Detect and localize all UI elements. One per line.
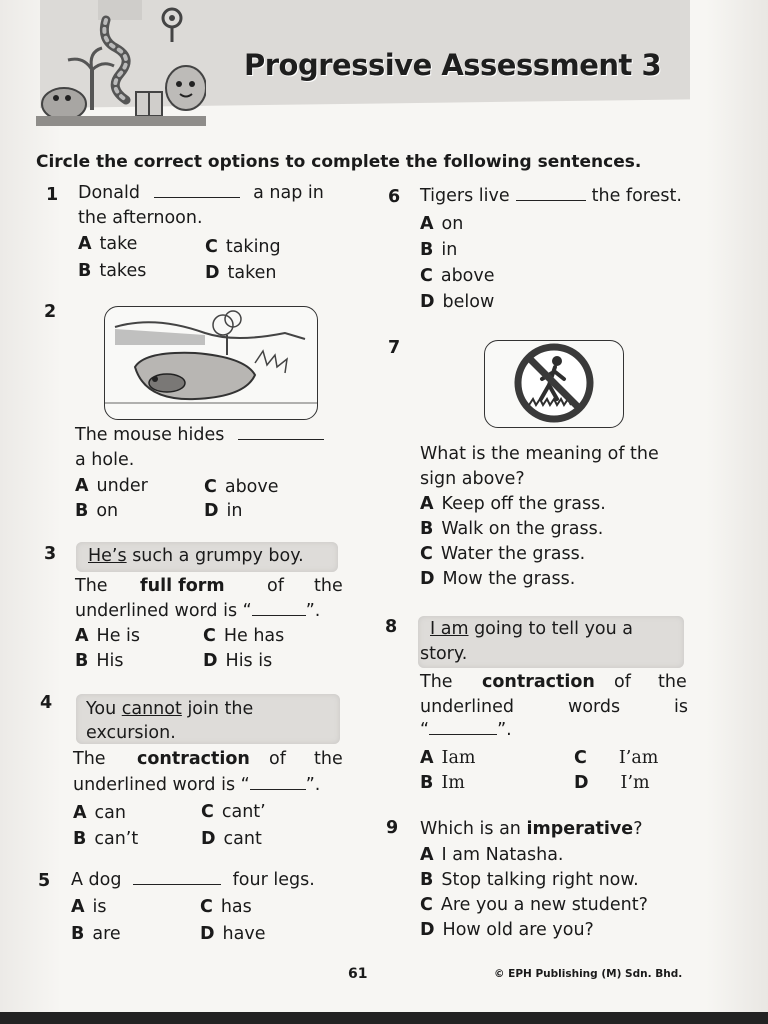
answer-blank <box>133 883 221 885</box>
boxed-sentence: I am going to tell you a <box>430 619 634 639</box>
question-number: 1 <box>46 185 59 205</box>
question-stem-bold: full form <box>140 576 225 596</box>
option[interactable]: D Mow the grass. <box>420 569 576 589</box>
boxed-sentence: story. <box>420 644 468 664</box>
copyright: © EPH Publishing (M) Sdn. Bhd. <box>494 968 683 980</box>
question-number: 6 <box>388 187 401 207</box>
option[interactable]: A Iam <box>420 748 476 768</box>
answer-blank <box>252 614 306 616</box>
question-number: 3 <box>44 544 57 564</box>
boxed-sentence: You cannot join the <box>86 699 254 719</box>
question-number: 9 <box>386 818 399 838</box>
option[interactable]: B in <box>420 240 458 260</box>
question-number: 5 <box>38 871 51 891</box>
option[interactable]: B are <box>71 924 121 944</box>
option[interactable]: A under <box>75 476 148 496</box>
question-stem: underlined word is “ ”. <box>75 601 321 621</box>
question-stem: the afternoon. <box>78 208 203 228</box>
option[interactable]: D cant <box>201 829 262 849</box>
question-stem: Which is an imperative? <box>420 819 643 839</box>
option[interactable]: B Im <box>420 773 465 793</box>
question-stem: a hole. <box>75 450 135 470</box>
question-stem: the <box>314 576 343 596</box>
option[interactable]: A can <box>73 803 126 823</box>
scanner-edge <box>0 1012 768 1024</box>
option[interactable]: C I’am <box>574 748 659 768</box>
question-stem: the <box>314 749 343 769</box>
option[interactable]: A I am Natasha. <box>420 845 564 865</box>
question-stem: underlined <box>420 697 514 717</box>
option[interactable]: D in <box>204 501 243 521</box>
option[interactable]: B takes <box>78 261 147 281</box>
question-number: 2 <box>44 302 57 322</box>
question-stem: A dog four legs. <box>71 870 315 890</box>
option[interactable]: D His is <box>203 651 273 671</box>
option[interactable]: B Stop talking right now. <box>420 870 639 890</box>
question-stem: The <box>75 576 108 596</box>
option[interactable]: A He is <box>75 626 141 646</box>
option[interactable]: D How old are you? <box>420 920 594 940</box>
question-stem: words <box>568 697 621 717</box>
option[interactable]: C Water the grass. <box>420 544 586 564</box>
option[interactable]: D below <box>420 292 495 312</box>
option[interactable]: A on <box>420 214 464 234</box>
animal-illustration <box>36 0 206 130</box>
question-stem: What is the meaning of the <box>420 444 659 464</box>
question-number: 7 <box>388 338 401 358</box>
question-stem-bold: contraction <box>482 672 595 692</box>
option[interactable]: C has <box>200 897 252 917</box>
question-stem: The mouse hides <box>75 425 324 445</box>
instruction: Circle the correct options to complete the following sentences. <box>36 152 642 172</box>
question-stem: of <box>269 749 286 769</box>
option[interactable]: A take <box>78 234 138 254</box>
no-walking-sign <box>484 340 624 428</box>
page-number: 61 <box>348 966 368 982</box>
answer-blank <box>516 199 586 201</box>
option[interactable]: C above <box>204 477 279 497</box>
question-stem: sign above? <box>420 469 525 489</box>
question-number: 4 <box>40 693 53 713</box>
option[interactable]: C Are you a new student? <box>420 895 648 915</box>
option[interactable]: C He has <box>203 626 285 646</box>
answer-blank <box>250 788 306 790</box>
option[interactable]: B can’t <box>73 829 139 849</box>
option[interactable]: B on <box>75 501 119 521</box>
question-stem: the <box>658 672 687 692</box>
question-stem: is <box>674 697 688 717</box>
question-stem: of <box>614 672 631 692</box>
question-stem: The <box>73 749 106 769</box>
option[interactable]: D have <box>200 924 266 944</box>
question-stem: Tigers live the forest. <box>420 186 682 206</box>
boxed-sentence: He’s such a grumpy boy. <box>88 546 304 566</box>
answer-blank <box>238 438 324 440</box>
answer-blank <box>429 733 497 735</box>
page-title: Progressive Assessment 3 <box>244 48 662 82</box>
question-stem: The <box>420 672 453 692</box>
option[interactable]: D I’m <box>574 773 650 793</box>
question-stem: “ ”. <box>420 720 512 740</box>
option[interactable]: A Keep off the grass. <box>420 494 606 514</box>
option[interactable]: B Walk on the grass. <box>420 519 604 539</box>
option[interactable]: B His <box>75 651 124 671</box>
option[interactable]: C cant’ <box>201 802 266 822</box>
question-stem: Donald a nap in <box>78 183 324 203</box>
boxed-sentence: excursion. <box>86 723 176 743</box>
option[interactable]: C taking <box>205 237 281 257</box>
answer-blank <box>154 196 240 198</box>
mouse-hole-picture <box>104 306 318 420</box>
option[interactable]: A is <box>71 897 107 917</box>
question-number: 8 <box>385 617 398 637</box>
question-stem: of <box>267 576 284 596</box>
option[interactable]: C above <box>420 266 495 286</box>
question-stem: underlined word is “ ”. <box>73 775 321 795</box>
question-stem-bold: contraction <box>137 749 250 769</box>
option[interactable]: D taken <box>205 263 277 283</box>
